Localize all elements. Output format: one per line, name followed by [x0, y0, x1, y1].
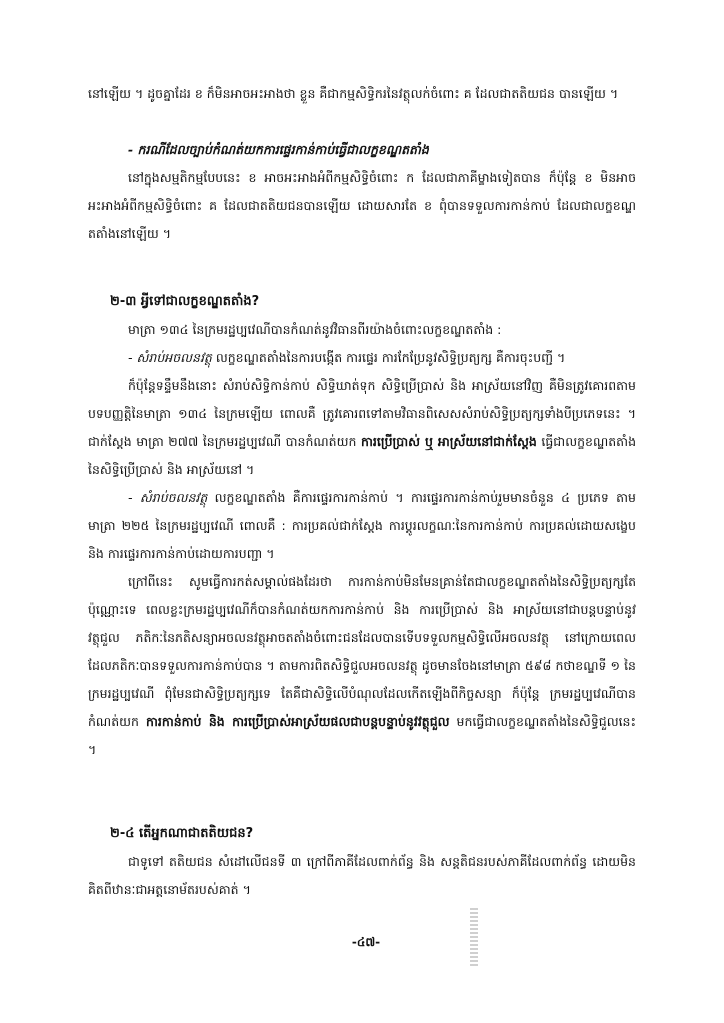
- paragraph-5: [88, 372, 636, 484]
- scan-artifact: [470, 908, 478, 968]
- paragraph-3: មាត្រា ១៣៤ នៃក្រមរដ្ឋប្បវេណីបានកំណត់នូវវិធានពីរយ៉ាងចំពោះលក្ខខណ្ឌតតាំង :: [128, 322, 502, 337]
- paragraph-5-text-a: ក៏ប៉ុន្តែទន្ទឹមនឹងនោះ សំរាប់សិទ្ធិកាន់កាប់ សិទ្ធិឃាត់ទុក សិទ្ធិប្រើប្រាស់ និង អាស្រ័យនៅវិញ គឺមិនត្រូវគោរពតាមបទបញ្ញត្តិនៃមាត្រា ១៣៤ នៃក្រមឡើយ ពោលគឺ ត្រូវគោរពទៅតាមវិធានពិសេសសំរាប់សិទ្ធិប្រត្យក្សទាំងបីប្រភេទនេះ ។ ជាក់ស្តែង មាត្រា ២៧៧ នៃក្រមរដ្ឋប្បវេណី បានកំណត់យក: [88, 378, 636, 449]
- paragraph-6-text: លក្ខខណ្ឌតតាំង គឺការផ្ទេរការកាន់កាប់ ។ ការផ្ទេរការកាន់កាប់រួមមានចំនួន ៤ ប្រភេទ តាមមាត្រា ២២៥ នៃក្រមរដ្ឋប្បវេណី ពោលគឺ : ការប្រគល់ជាក់ស្តែង ការប្តូរលក្ខណៈនៃការកាន់កាប់ ការប្រគល់ដោយសង្ខេប និង ការផ្ទេរការកាន់កាប់ដោយការបញ្ជា ។: [88, 490, 636, 561]
- paragraph-2: នៅក្នុងសម្មតិកម្មបែបនេះ ខ អាចអះអាងអំពីកម្មសិទ្ធិចំពោះ ក ដែលជាភាគីម្ខាងទៀតបាន ក៏ប៉ុន្តែ ខ មិនអាចអះអាងអំពីកម្មសិទ្ធិចំពោះ គ ដែលជាតតិយជនបានឡើយ ដោយសារតែ ខ ពុំបានទទួលការកាន់កាប់ ដែលជាលក្ខខណ្ឌតតាំងនៅឡើយ ។: [88, 170, 636, 241]
- movable-label: - សំរាប់ចលនវត្ថុ: [128, 490, 208, 505]
- paragraph-7-text-a: ក្រៅពីនេះ សូមធ្វើការកត់សម្គាល់ផងដែរថា ការកាន់កាប់មិនមែនគ្រាន់តែជាលក្ខខណ្ឌតតាំងនៃសិទ្ធិប្រត្យក្សតែប៉ុណ្ណោះទេ ពេលខ្លះក្រមរដ្ឋប្បវេណីក៏បានកំណត់យកការកាន់កាប់ និង ការប្រើប្រាស់ និង អាស្រ័យនៅជាបន្តបន្ទាប់នូវវត្ថុជួល ភតិកៈនៃភតិសន្យាអចលនវត្ថុអាចតតាំងចំពោះជនដែលបានទើបទទួលកម្មសិទ្ធិលើអចលនវត្ថុ នៅក្រោយពេលដែលភតិកៈបានទទួលការកាន់កាប់បាន ។ តាមការពិតសិទ្ធិជួលអចលនវត្ថុ ដូចមានចែងនៅមាត្រា ៥៩៨ កថាខណ្ឌទី ១ នៃក្រមរដ្ឋប្បវេណី ពុំមែនជាសិទ្ធិប្រត្យក្សទេ តែគឺជាសិទ្ធិលើបំណុលដែលកើតឡើងពីកិច្ចសន្យា ក៏ប៉ុន្តែ ក្រមរដ្ឋប្បវេណីបានកំណត់យក: [88, 574, 636, 729]
- paragraph-5-text-c: ធ្វើជាលក្ខខណ្ឌតតាំងនៃសិទ្ធិប្រើប្រាស់ និង អាស្រ័យនៅ ។: [88, 434, 636, 477]
- immovable-label: - សំរាប់អចលនវត្ថុ: [128, 350, 212, 365]
- paragraph-4: [88, 344, 636, 372]
- paragraph-6: [88, 484, 636, 568]
- paragraph-7-bold: ការកាន់កាប់ និង ការប្រើប្រាស់អាស្រ័យផលជាបន្តបន្ទាប់នូវវត្ថុជួល: [145, 714, 450, 729]
- section-heading-2-3: ២-៣ អ្វីទៅជាលក្ខខណ្ឌតតាំង?: [110, 294, 260, 309]
- paragraph-7-text-c: មកធ្វើជាលក្ខខណ្ឌតតាំងនៃសិទ្ធិជួលនេះ ។: [88, 714, 636, 757]
- paragraph-1: នៅឡើយ ។ ដូចគ្នាដែរ ខ ក៏មិនអាចអះអាងថា ខ្លួន គឺជាកម្មសិទ្ធិករនៃវត្ថុលក់ចំពោះ គ ដែលជាតតិយជន បានឡើយ ។: [88, 86, 619, 101]
- paragraph-5-bold: ការប្រើប្រាស់ ឬ អាស្រ័យនៅជាក់ស្តែង: [361, 434, 537, 449]
- paragraph-4-text: លក្ខខណ្ឌតតាំងនៃការបង្កើត ការផ្ទេរ ការកែប្រែនូវសិទ្ធិប្រត្យក្ស គឺការចុះបញ្ជី ។: [211, 350, 566, 365]
- subheading-transfer-of-possession: - ករណីដែលច្បាប់កំណត់យកការផ្ទេរកាន់កាប់ធ្វើជាលក្ខខណ្ឌតតាំង: [128, 142, 429, 157]
- paragraph-7: [88, 568, 636, 764]
- paragraph-8: ជាទូទៅ តតិយជន សំដៅលើជនទី ៣ ក្រៅពីភាគីដែលពាក់ព័ន្ធ និង សន្តតិជនរបស់ភាគីដែលពាក់ព័ន្ធ ដោយមិនគិតពីឋានៈជាអត្តនោម័តរបស់គាត់ ។: [88, 854, 636, 897]
- section-heading-2-4: ២-៤ តើអ្នកណាជាតតិយជន?: [110, 826, 254, 841]
- page-number: -៤៧-: [351, 935, 381, 949]
